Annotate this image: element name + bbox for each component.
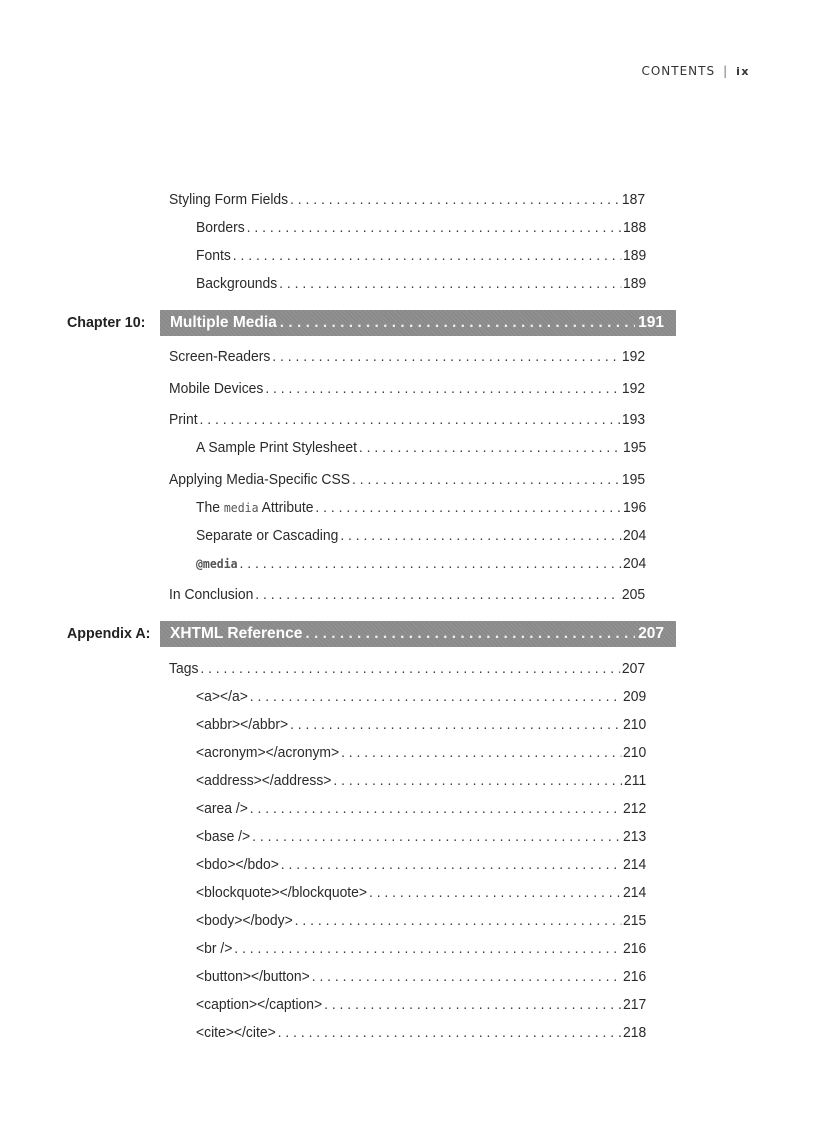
toc-subentry[interactable] <box>196 245 646 267</box>
toc-entry[interactable] <box>169 189 645 211</box>
entry-title: A Sample Print Stylesheet <box>196 440 357 456</box>
entry-page-number: 214 <box>623 857 647 873</box>
dot-leader <box>279 273 621 295</box>
entry-title: Mobile Devices <box>169 381 264 397</box>
entry-page-number: 188 <box>623 220 647 236</box>
running-head-section: CONTENTS <box>641 64 716 78</box>
entry-page-number: 213 <box>623 829 647 845</box>
entry-page-number: 207 <box>621 661 646 677</box>
toc-subentry[interactable] <box>196 966 646 988</box>
entry-title: <body></body> <box>196 913 293 929</box>
dot-leader <box>265 378 620 400</box>
chapter-page-number: 191 <box>638 314 664 331</box>
entry-page-number: 204 <box>623 528 647 544</box>
chapter-bar <box>160 621 676 647</box>
entry-title: <caption></caption> <box>196 997 323 1013</box>
entry-title: <abbr></abbr> <box>196 717 289 733</box>
entry-title: <cite></cite> <box>196 1025 276 1041</box>
dot-leader <box>324 994 621 1016</box>
entry-title: Tags <box>169 661 199 677</box>
dot-leader <box>290 189 620 211</box>
dot-leader <box>278 1022 621 1044</box>
dot-leader <box>255 584 620 606</box>
entry-title: Print <box>169 412 198 428</box>
entry-page-number: 211 <box>624 773 647 789</box>
running-head-page-number: ix <box>736 64 750 78</box>
entry-title: <br /> <box>196 941 233 957</box>
chapter-heading[interactable] <box>0 310 816 336</box>
toc-subentry[interactable] <box>196 497 646 519</box>
toc-subentry[interactable] <box>196 525 646 547</box>
dot-leader <box>315 497 621 519</box>
entry-title <box>196 553 238 575</box>
entry-title-text: The <box>196 500 224 516</box>
entry-page-number: 217 <box>623 997 647 1013</box>
toc-entry[interactable] <box>169 469 645 491</box>
dot-leader <box>233 245 621 267</box>
entry-title: <blockquote></blockquote> <box>196 885 368 901</box>
entry-page-number: 212 <box>623 801 647 817</box>
chapter-title: Multiple Media <box>170 314 277 331</box>
entry-title: Applying Media-Specific CSS <box>169 472 351 488</box>
dot-leader <box>341 742 621 764</box>
entry-title: Borders <box>196 220 245 236</box>
entry-page-number: 210 <box>623 745 647 761</box>
dot-leader <box>333 770 622 792</box>
chapter-label: Appendix A: <box>67 625 151 642</box>
toc-entry[interactable] <box>169 378 645 400</box>
toc-entry[interactable] <box>169 346 645 368</box>
toc-subentry[interactable] <box>196 553 646 575</box>
toc-subentry[interactable] <box>196 742 646 764</box>
toc-subentry[interactable] <box>196 826 646 848</box>
dot-leader <box>200 658 620 680</box>
toc-subentry[interactable] <box>196 798 646 820</box>
entry-title: <button></button> <box>196 969 310 985</box>
dot-leader <box>240 553 622 575</box>
entry-page-number: 192 <box>621 381 646 397</box>
entry-page-number: 209 <box>623 689 647 705</box>
dot-leader <box>340 525 621 547</box>
dot-leader <box>290 714 621 736</box>
toc-subentry[interactable] <box>196 854 646 876</box>
entry-title: <acronym></acronym> <box>196 745 340 761</box>
entry-page-number: 215 <box>623 913 647 929</box>
entry-title: <base /> <box>196 829 251 845</box>
entry-title: Styling Form Fields <box>169 192 289 208</box>
entry-page-number: 189 <box>623 276 647 292</box>
entry-page-number: 193 <box>621 412 646 428</box>
entry-page-number: 204 <box>623 556 647 572</box>
chapter-heading[interactable] <box>0 621 816 647</box>
dot-leader <box>280 314 635 332</box>
dot-leader <box>369 882 621 904</box>
chapter-bar <box>160 310 676 336</box>
entry-title: <address></address> <box>196 773 332 789</box>
dot-leader <box>312 966 621 988</box>
dot-leader <box>281 854 621 876</box>
entry-page-number: 189 <box>623 248 647 264</box>
entry-title: Fonts <box>196 248 231 264</box>
dot-leader <box>359 437 621 459</box>
dot-leader <box>352 469 620 491</box>
toc-subentry[interactable] <box>196 273 646 295</box>
toc-entry[interactable] <box>169 658 645 680</box>
toc-subentry[interactable] <box>196 1022 646 1044</box>
dot-leader <box>250 686 621 708</box>
dot-leader <box>252 826 621 848</box>
entry-title: Screen-Readers <box>169 349 271 365</box>
entry-page-number: 218 <box>623 1025 647 1041</box>
entry-page-number: 205 <box>621 587 646 603</box>
entry-page-number: 196 <box>623 500 647 516</box>
toc-subentry[interactable] <box>196 770 646 792</box>
chapter-page-number: 207 <box>638 625 664 642</box>
dot-leader <box>247 217 621 239</box>
dot-leader <box>295 910 621 932</box>
entry-title: <area /> <box>196 801 248 817</box>
entry-title-code: media <box>223 501 259 515</box>
entry-title: In Conclusion <box>169 587 254 603</box>
entry-page-number: 195 <box>623 440 647 456</box>
entry-title: Backgrounds <box>196 276 278 292</box>
dot-leader <box>234 938 621 960</box>
entry-page-number: 187 <box>621 192 646 208</box>
entry-page-number: 195 <box>621 472 646 488</box>
entry-title: Separate or Cascading <box>196 528 339 544</box>
running-head-separator: | <box>723 64 729 78</box>
entry-title-code: @media <box>196 557 238 571</box>
dot-leader <box>305 625 635 643</box>
chapter-label: Chapter 10: <box>67 314 146 331</box>
entry-page-number: 216 <box>623 941 647 957</box>
toc-subentry[interactable] <box>196 714 646 736</box>
entry-page-number: 216 <box>623 969 647 985</box>
toc-subentry[interactable] <box>196 437 646 459</box>
entry-title <box>196 497 313 519</box>
toc-entry[interactable] <box>169 409 645 431</box>
toc-subentry[interactable] <box>196 882 646 904</box>
chapter-title: XHTML Reference <box>170 625 303 642</box>
entry-title: <bdo></bdo> <box>196 857 279 873</box>
entry-page-number: 214 <box>623 885 647 901</box>
entry-title-text: Attribute <box>258 500 314 516</box>
dot-leader <box>250 798 621 820</box>
toc-subentry[interactable] <box>196 938 646 960</box>
toc-subentry[interactable] <box>196 217 646 239</box>
toc-subentry[interactable] <box>196 994 646 1016</box>
toc-subentry[interactable] <box>196 686 646 708</box>
toc-entry[interactable] <box>169 584 645 606</box>
toc-subentry[interactable] <box>196 910 646 932</box>
entry-page-number: 210 <box>623 717 647 733</box>
dot-leader <box>200 409 620 431</box>
dot-leader <box>272 346 620 368</box>
entry-title: <a></a> <box>196 689 248 705</box>
entry-page-number: 192 <box>621 349 646 365</box>
